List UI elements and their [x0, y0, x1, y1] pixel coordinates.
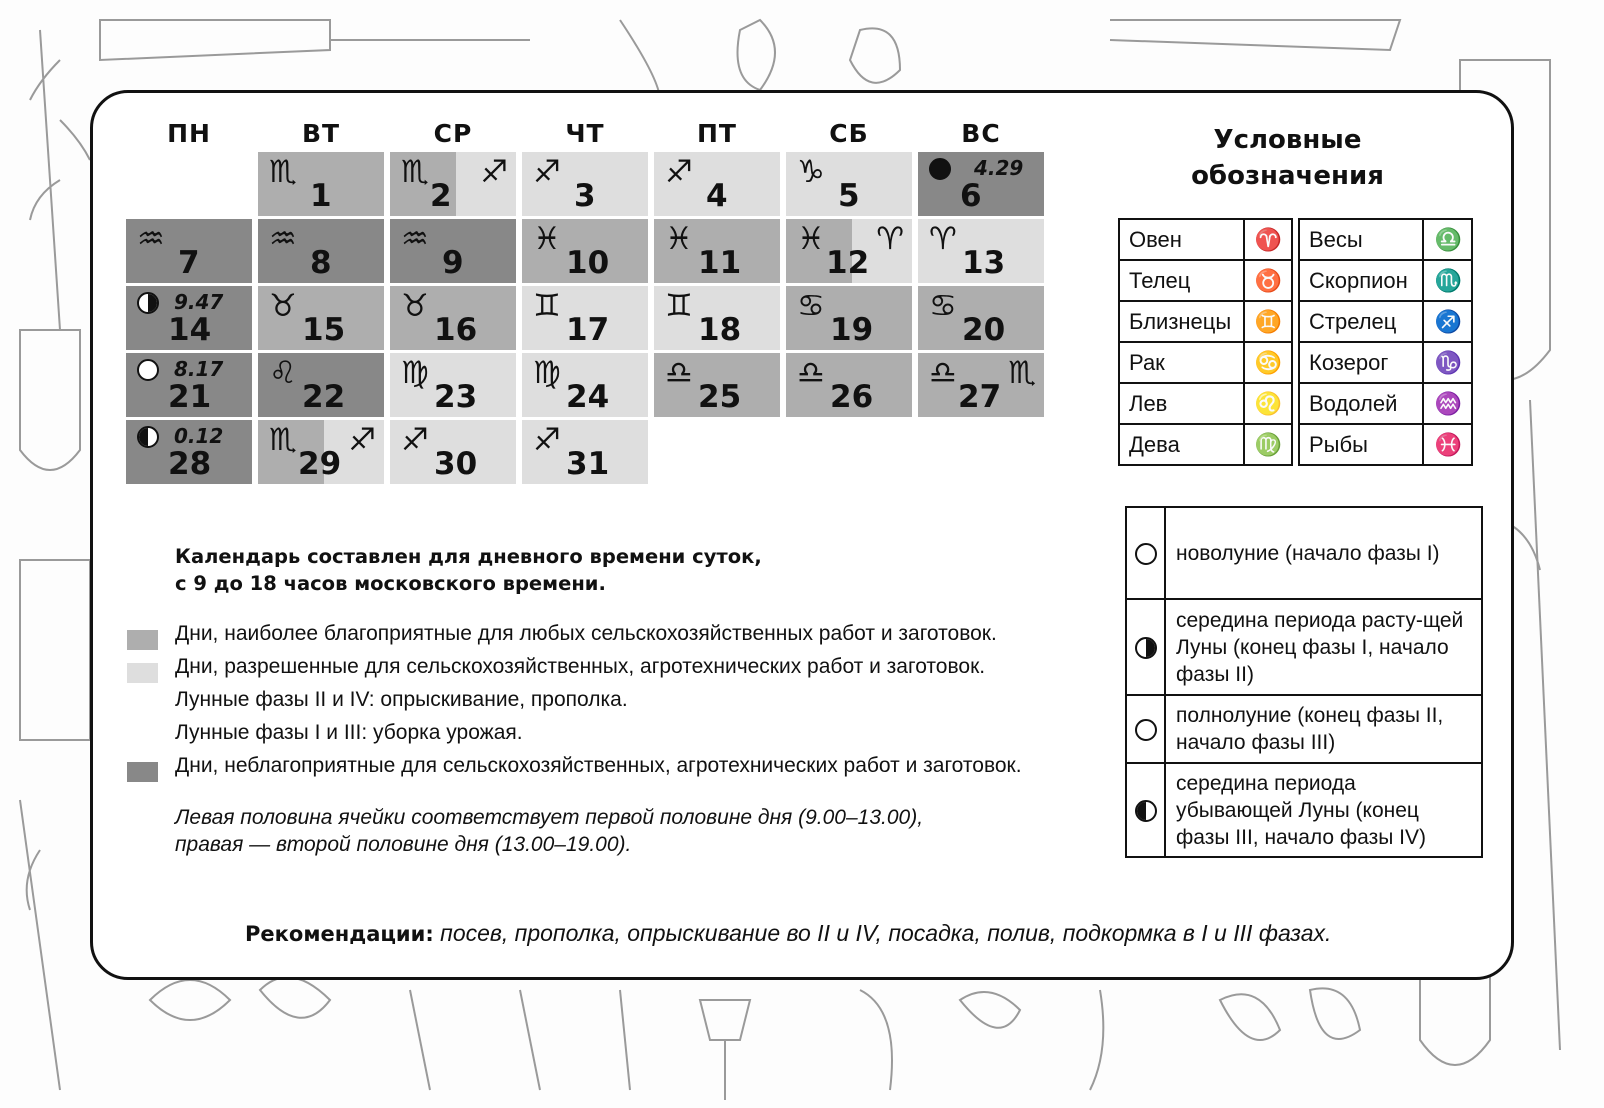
recommendations-label: Рекомендации:	[245, 922, 434, 946]
weekday-header: ВТ	[301, 119, 341, 148]
day-number: 26	[830, 379, 874, 415]
note-header-line: с 9 до 18 часов московского времени.	[175, 572, 606, 595]
day-number: 18	[698, 312, 742, 348]
zodiac-sign-icon: ♍	[401, 355, 429, 391]
zodiac-name: Водолей	[1299, 383, 1423, 424]
legend-title-line: обозначения	[1191, 161, 1384, 191]
note-halves-line: правая — второй половине дня (13.00–19.00).	[175, 833, 632, 856]
recommendations	[245, 920, 1331, 947]
zodiac-name: Козерог	[1299, 342, 1423, 383]
day-cell[interactable]	[258, 219, 384, 283]
zodiac-sign-icon: ♊	[665, 288, 693, 324]
day-number: 14	[168, 312, 212, 348]
day-number: 21	[168, 379, 212, 415]
moon-legend-text: новолуние (начало фазы I)	[1165, 507, 1482, 599]
zodiac-legend-row	[1119, 301, 1292, 342]
zodiac-sign-icon: ♐	[533, 154, 561, 190]
moon-legend-icon-cell	[1126, 507, 1165, 599]
day-cell[interactable]	[522, 219, 648, 283]
zodiac-sign-icon: ♎	[665, 355, 693, 391]
day-number: 9	[442, 245, 464, 281]
day-cell[interactable]	[918, 152, 1044, 216]
zodiac-sign-icon: ♑	[797, 154, 825, 190]
day-number: 16	[434, 312, 478, 348]
zodiac-name: Овен	[1119, 219, 1244, 260]
day-number: 2	[430, 178, 452, 214]
day-cell[interactable]	[126, 286, 252, 350]
day-cell[interactable]	[786, 286, 912, 350]
zodiac-legend-row	[1299, 342, 1472, 383]
zodiac-name: Рак	[1119, 342, 1244, 383]
day-number: 8	[310, 245, 332, 281]
zodiac-legend-row	[1299, 260, 1472, 301]
zodiac-name: Весы	[1299, 219, 1423, 260]
zodiac-name: Близнецы	[1119, 301, 1244, 342]
new-moon-icon	[1135, 543, 1157, 565]
zodiac-sign-icon: ♉	[1244, 260, 1292, 301]
zodiac-name: Телец	[1119, 260, 1244, 301]
note-favorable: Дни, наиболее благоприятные для любых сельскохозяйственных работ и заготовок.	[175, 622, 997, 645]
swatch-unfavorable	[127, 762, 158, 782]
day-number: 7	[178, 245, 200, 281]
day-cell[interactable]	[786, 152, 912, 216]
day-cell[interactable]	[918, 219, 1044, 283]
zodiac-sign-icon: ♈	[1244, 219, 1292, 260]
day-number: 6	[960, 178, 982, 214]
zodiac-sign-icon: ♓	[533, 221, 561, 257]
zodiac-legend-row	[1299, 383, 1472, 424]
zodiac-sign-icon: ♒	[269, 221, 297, 257]
moon-phase-time: 0.12	[174, 424, 224, 448]
zodiac-sign-icon: ♈	[876, 221, 904, 257]
day-number: 23	[434, 379, 478, 415]
zodiac-name: Рыбы	[1299, 424, 1423, 465]
zodiac-sign-icon: ♉	[401, 288, 429, 324]
zodiac-legend-left	[1118, 218, 1293, 466]
day-cell[interactable]	[126, 219, 252, 283]
moon-legend-row	[1126, 599, 1482, 695]
day-cell[interactable]	[258, 286, 384, 350]
recommendations-text: посев, прополка, опрыскивание во II и IV, посадка, полив, подкормка в I и III фазах.	[440, 920, 1332, 946]
zodiac-sign-icon: ♓	[797, 221, 825, 257]
weekday-header: СР	[433, 119, 473, 148]
last-quarter-icon	[137, 426, 159, 448]
day-cell[interactable]	[390, 286, 516, 350]
moon-legend-row	[1126, 695, 1482, 763]
day-cell[interactable]	[522, 286, 648, 350]
moon-phase-time: 9.47	[174, 290, 224, 314]
zodiac-legend-row	[1299, 424, 1472, 465]
zodiac-sign-icon: ♐	[348, 422, 376, 458]
day-cell[interactable]	[258, 353, 384, 417]
note-phases-1-3: Лунные фазы I и III: уборка урожая.	[175, 721, 523, 744]
day-number: 27	[958, 379, 1002, 415]
legend-title-line: Условные	[1213, 125, 1362, 155]
day-number: 17	[566, 312, 610, 348]
last-quarter-icon	[1135, 800, 1157, 822]
moon-legend-icon-cell	[1126, 763, 1165, 857]
zodiac-sign-icon: ♐	[533, 422, 561, 458]
zodiac-name: Скорпион	[1299, 260, 1423, 301]
weekday-header: ПТ	[697, 119, 737, 148]
zodiac-name: Дева	[1119, 424, 1244, 465]
day-cell[interactable]	[918, 353, 1044, 417]
moon-legend-row	[1126, 763, 1482, 857]
day-number: 24	[566, 379, 610, 415]
day-number: 25	[698, 379, 742, 415]
zodiac-sign-icon: ♋	[929, 288, 957, 324]
day-cell[interactable]	[390, 420, 516, 484]
day-number: 15	[302, 312, 346, 348]
zodiac-sign-icon: ♒	[1423, 383, 1472, 424]
note-unfavorable: Дни, неблагоприятные для сельскохозяйственных, агротехнических работ и заготовок.	[175, 754, 1022, 777]
full-moon-icon	[1135, 719, 1157, 741]
day-cell[interactable]	[654, 286, 780, 350]
zodiac-legend-row	[1119, 260, 1292, 301]
zodiac-sign-icon: ♈	[929, 221, 957, 257]
day-cell[interactable]	[126, 420, 252, 484]
moon-phase-time: 4.29	[974, 156, 1024, 180]
weekday-header: ПН	[167, 119, 211, 148]
day-cell[interactable]	[522, 152, 648, 216]
zodiac-sign-icon: ♐	[1423, 301, 1472, 342]
day-number: 4	[706, 178, 728, 214]
zodiac-sign-icon: ♊	[1244, 301, 1292, 342]
day-cell[interactable]	[390, 152, 516, 216]
weekday-header: СБ	[829, 119, 869, 148]
zodiac-sign-icon: ♒	[401, 221, 429, 257]
zodiac-sign-icon: ♉	[269, 288, 297, 324]
day-number: 31	[566, 446, 610, 482]
day-number: 10	[566, 245, 610, 281]
day-cell[interactable]	[258, 420, 384, 484]
weekday-header: ЧТ	[565, 119, 605, 148]
day-cell[interactable]	[654, 219, 780, 283]
zodiac-sign-icon: ♐	[401, 422, 429, 458]
day-number: 22	[302, 379, 346, 415]
day-cell[interactable]	[918, 286, 1044, 350]
zodiac-sign-icon: ♌	[1244, 383, 1292, 424]
moon-legend-text: середина периода убывающей Луны (конец фазы III, начало фазы IV)	[1165, 763, 1482, 857]
day-number: 30	[434, 446, 478, 482]
zodiac-name: Стрелец	[1299, 301, 1423, 342]
zodiac-sign-icon: ♐	[480, 154, 508, 190]
first-quarter-icon	[137, 292, 159, 314]
zodiac-sign-icon: ♑	[1423, 342, 1472, 383]
moon-phase-time: 8.17	[174, 357, 224, 381]
first-quarter-icon	[1135, 637, 1157, 659]
zodiac-sign-icon: ♒	[137, 221, 165, 257]
note-phases-2-4: Лунные фазы II и IV: опрыскивание, прополка.	[175, 688, 628, 711]
day-cell[interactable]	[654, 152, 780, 216]
day-cell[interactable]	[126, 353, 252, 417]
day-cell[interactable]	[654, 353, 780, 417]
zodiac-sign-icon: ♎	[797, 355, 825, 391]
day-cell[interactable]	[390, 219, 516, 283]
full-moon-icon	[137, 359, 159, 381]
zodiac-sign-icon: ♐	[665, 154, 693, 190]
zodiac-legend-row	[1119, 383, 1292, 424]
zodiac-legend-row	[1119, 219, 1292, 260]
day-number: 12	[826, 245, 870, 281]
zodiac-sign-icon: ♏	[269, 422, 297, 458]
moon-legend-icon-cell	[1126, 599, 1165, 695]
day-number: 5	[838, 178, 860, 214]
moon-legend-text: полнолуние (конец фазы II, начало фазы III)	[1165, 695, 1482, 763]
day-number: 11	[698, 245, 742, 281]
zodiac-legend-row	[1119, 424, 1292, 465]
moon-legend-icon-cell	[1126, 695, 1165, 763]
zodiac-sign-icon: ♏	[269, 154, 297, 190]
zodiac-sign-icon: ♍	[533, 355, 561, 391]
swatch-favorable	[127, 630, 158, 650]
note-allowed: Дни, разрешенные для сельскохозяйственных, агротехнических работ и заготовок.	[175, 655, 986, 678]
day-cell[interactable]	[390, 353, 516, 417]
day-number: 13	[962, 245, 1006, 281]
weekday-header: ВС	[961, 119, 1001, 148]
zodiac-legend-row	[1299, 301, 1472, 342]
day-number: 28	[168, 446, 212, 482]
zodiac-sign-icon: ♏	[1423, 260, 1472, 301]
day-number: 29	[298, 446, 342, 482]
zodiac-sign-icon: ♊	[533, 288, 561, 324]
zodiac-sign-icon: ♎	[929, 355, 957, 391]
moon-phase-legend	[1125, 506, 1483, 858]
zodiac-sign-icon: ♋	[797, 288, 825, 324]
day-cell[interactable]	[258, 152, 384, 216]
zodiac-sign-icon: ♍	[1244, 424, 1292, 465]
day-cell[interactable]	[522, 420, 648, 484]
zodiac-legend-right	[1298, 218, 1473, 466]
day-cell[interactable]	[786, 219, 912, 283]
new-moon-icon	[929, 158, 951, 180]
day-cell[interactable]	[522, 353, 648, 417]
zodiac-sign-icon: ♓	[665, 221, 693, 257]
zodiac-sign-icon: ♏	[401, 154, 429, 190]
day-number: 20	[962, 312, 1006, 348]
zodiac-sign-icon: ♓	[1423, 424, 1472, 465]
moon-legend-text: середина периода расту-щей Луны (конец фазы I, начало фазы II)	[1165, 599, 1482, 695]
day-number: 19	[830, 312, 874, 348]
zodiac-name: Лев	[1119, 383, 1244, 424]
zodiac-sign-icon: ♏	[1008, 355, 1036, 391]
zodiac-sign-icon: ♌	[269, 355, 297, 391]
day-cell[interactable]	[786, 353, 912, 417]
note-halves-line: Левая половина ячейки соответствует первой половине дня (9.00–13.00),	[175, 806, 924, 829]
day-number: 3	[574, 178, 596, 214]
swatch-allowed	[127, 663, 158, 683]
zodiac-legend-row	[1299, 219, 1472, 260]
note-header-line: Календарь составлен для дневного времени суток,	[175, 545, 762, 568]
zodiac-sign-icon: ♋	[1244, 342, 1292, 383]
zodiac-legend-row	[1119, 342, 1292, 383]
day-number: 1	[310, 178, 332, 214]
moon-legend-row	[1126, 507, 1482, 599]
legend-title	[1150, 122, 1425, 194]
zodiac-sign-icon: ♎	[1423, 219, 1472, 260]
